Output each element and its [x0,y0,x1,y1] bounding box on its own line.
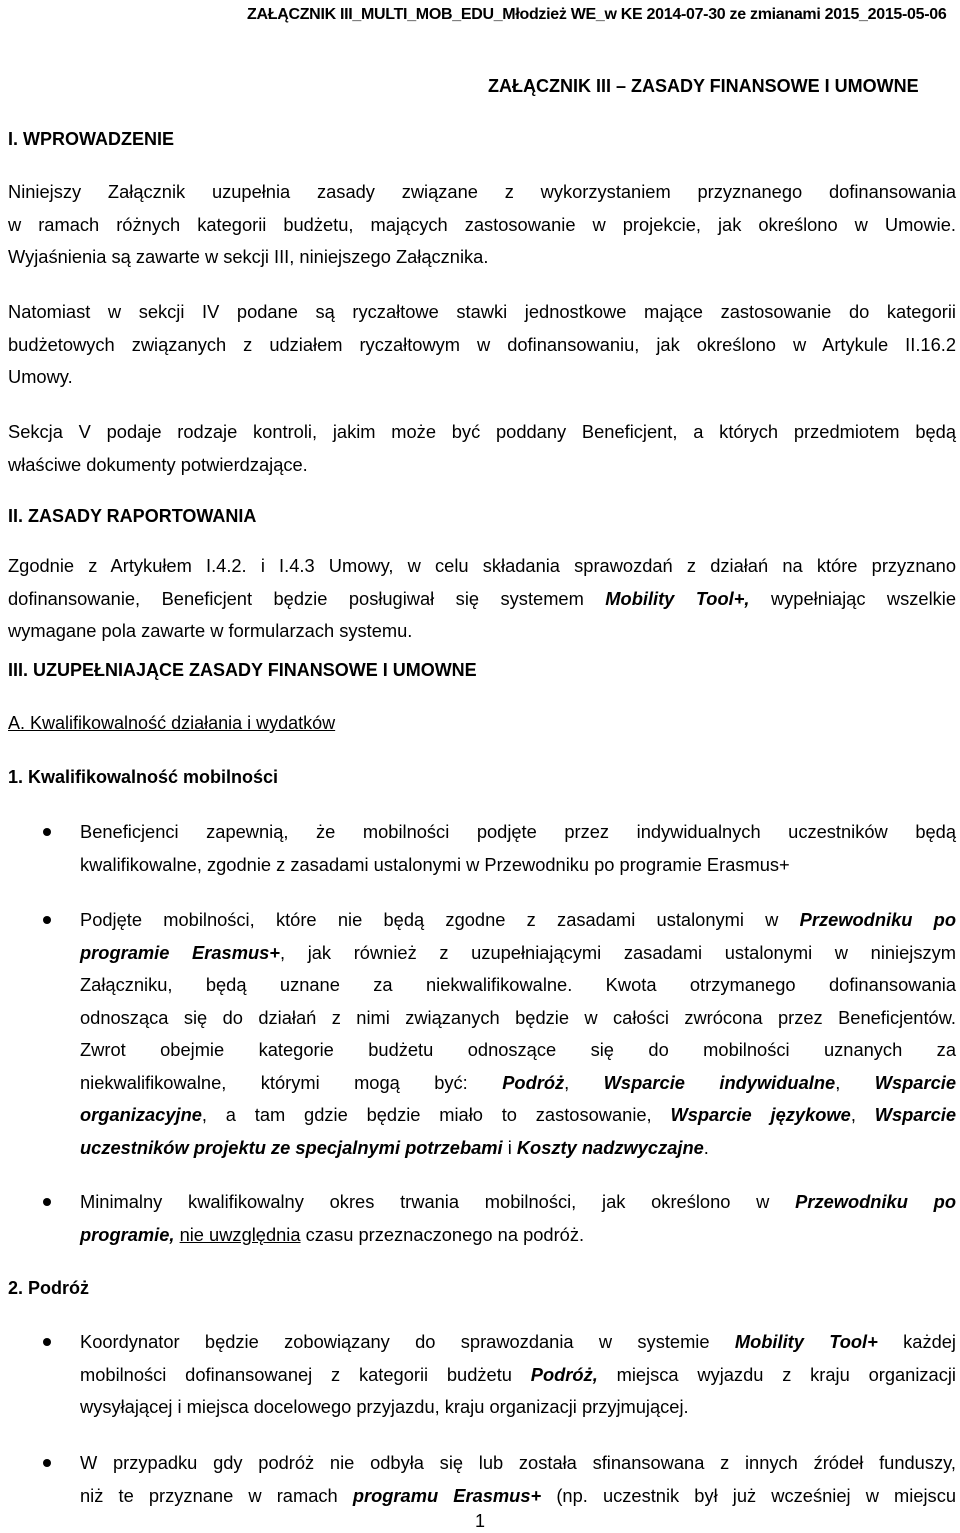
bullet-item-1: Beneficjenci zapewnią, że mobilności podjęte przez indywidualnych uczestników będą kwalifikowalne, zgodnie z zasadami ustalonymi w Przewodniku po programie Erasmus+ [80,821,956,875]
bullet-item-4: Koordynator będzie zobowiązany do sprawozdania w systemie Mobility Tool+ każdej mobilności dofinansowanej z kategorii budżetu Podróż, miejsca wyjazdu z kraju organizacji wysyłającej i miejsca docelowego przyjazdu, kraju organizacji przyjmującej. [80,1331,956,1417]
subsection-heading-a: A. Kwalifikowalność działania i wydatków [8,713,336,733]
bullet-dot-4 [43,1338,51,1346]
paragraph-reporting: Zgodnie z Artykułem I.4.2. i I.4.3 Umowy, w celu składania sprawozdań z działań na które przyznano dofinansowanie, Beneficjent będzie posługiwał się systemem Mobility Tool+, wypełniając wszelkie wymagane pola zawarte w formularzach systemu. [8,555,957,641]
document-title: ZAŁĄCZNIK III – ZASADY FINANSOWE I UMOWNE [488,76,919,96]
bullet-item-3: Minimalny kwalifikowalny okres trwania mobilności, jak określono w Przewodniku po programie, nie uwzględnia czasu przeznaczonego na podróż. [80,1191,956,1245]
running-header: ZAŁĄCZNIK III_MULTI_MOB_EDU_Młodzież WE_w KE 2014-07-30 ze zmianami 2015_2015-05-06 [247,6,947,23]
section-heading-1: I. WPROWADZENIE [8,129,174,149]
page-number: 1 [475,1511,486,1531]
bullet-dot-1 [43,828,51,836]
bullet-dot-5 [43,1459,51,1467]
subsection-heading-1: 1. Kwalifikowalność mobilności [8,767,279,787]
paragraph-controls: Sekcja V podaje rodzaje kontroli, jakim może być poddany Beneficjent, a których przedmiotem będą właściwe dokumenty potwierdzające. [8,421,956,475]
bullet-dot-2 [43,916,51,924]
section-heading-2: II. ZASADY RAPORTOWANIA [8,506,257,526]
bullet-item-2: Podjęte mobilności, które nie będą zgodne z zasadami ustalonymi w Przewodniku po programie Erasmus+, jak również z uzupełniającymi zasadami ustalonymi w niniejszym Załączniku, będą uznane za niekwalifikowalne. Kwota otrzymanego dofinansowania odnosząca się do działań z nimi związanych będzie w całości zwrócona przez Beneficjentów. Zwrot obejmie kategorie budżetu odnoszące się do mobilności uznanych za niekwalifikowalne, którymi mogą być: Podróż, Wsparcie indywidualne, Wsparcie organizacyjne, a tam gdzie będzie miało to zastosowanie, Wsparcie językowe, Wsparcie uczestników projektu ze specjalnymi potrzebami i Koszty nadzwyczajne. [80,909,956,1158]
paragraph-flat-rates: Natomiast w sekcji IV podane są ryczałtowe stawki jednostkowe mające zastosowanie do kategorii budżetowych związanych z udziałem ryczałtowym w dofinansowaniu, jak określono w Artykule II.16.2 Umowy. [8,301,956,387]
subsection-heading-2: 2. Podróż [8,1278,90,1298]
section-heading-3: III. UZUPEŁNIAJĄCE ZASADY FINANSOWE I UMOWNE [8,660,477,680]
paragraph-intro: Niniejszy Załącznik uzupełnia zasady związane z wykorzystaniem przyznanego dofinansowania w ramach różnych kategorii budżetu, mających zastosowanie w projekcie, jak określono w Umowie. Wyjaśnienia są zawarte w sekcji III, niniejszego Załącznika. [8,181,956,267]
bullet-item-5: W przypadku gdy podróż nie odbyła się lub została sfinansowana z innych źródeł funduszy, niż te przyznane w ramach programu Erasmus+ (np. uczestnik był już wcześniej w miejscu [80,1452,956,1506]
bullet-dot-3 [43,1198,51,1206]
